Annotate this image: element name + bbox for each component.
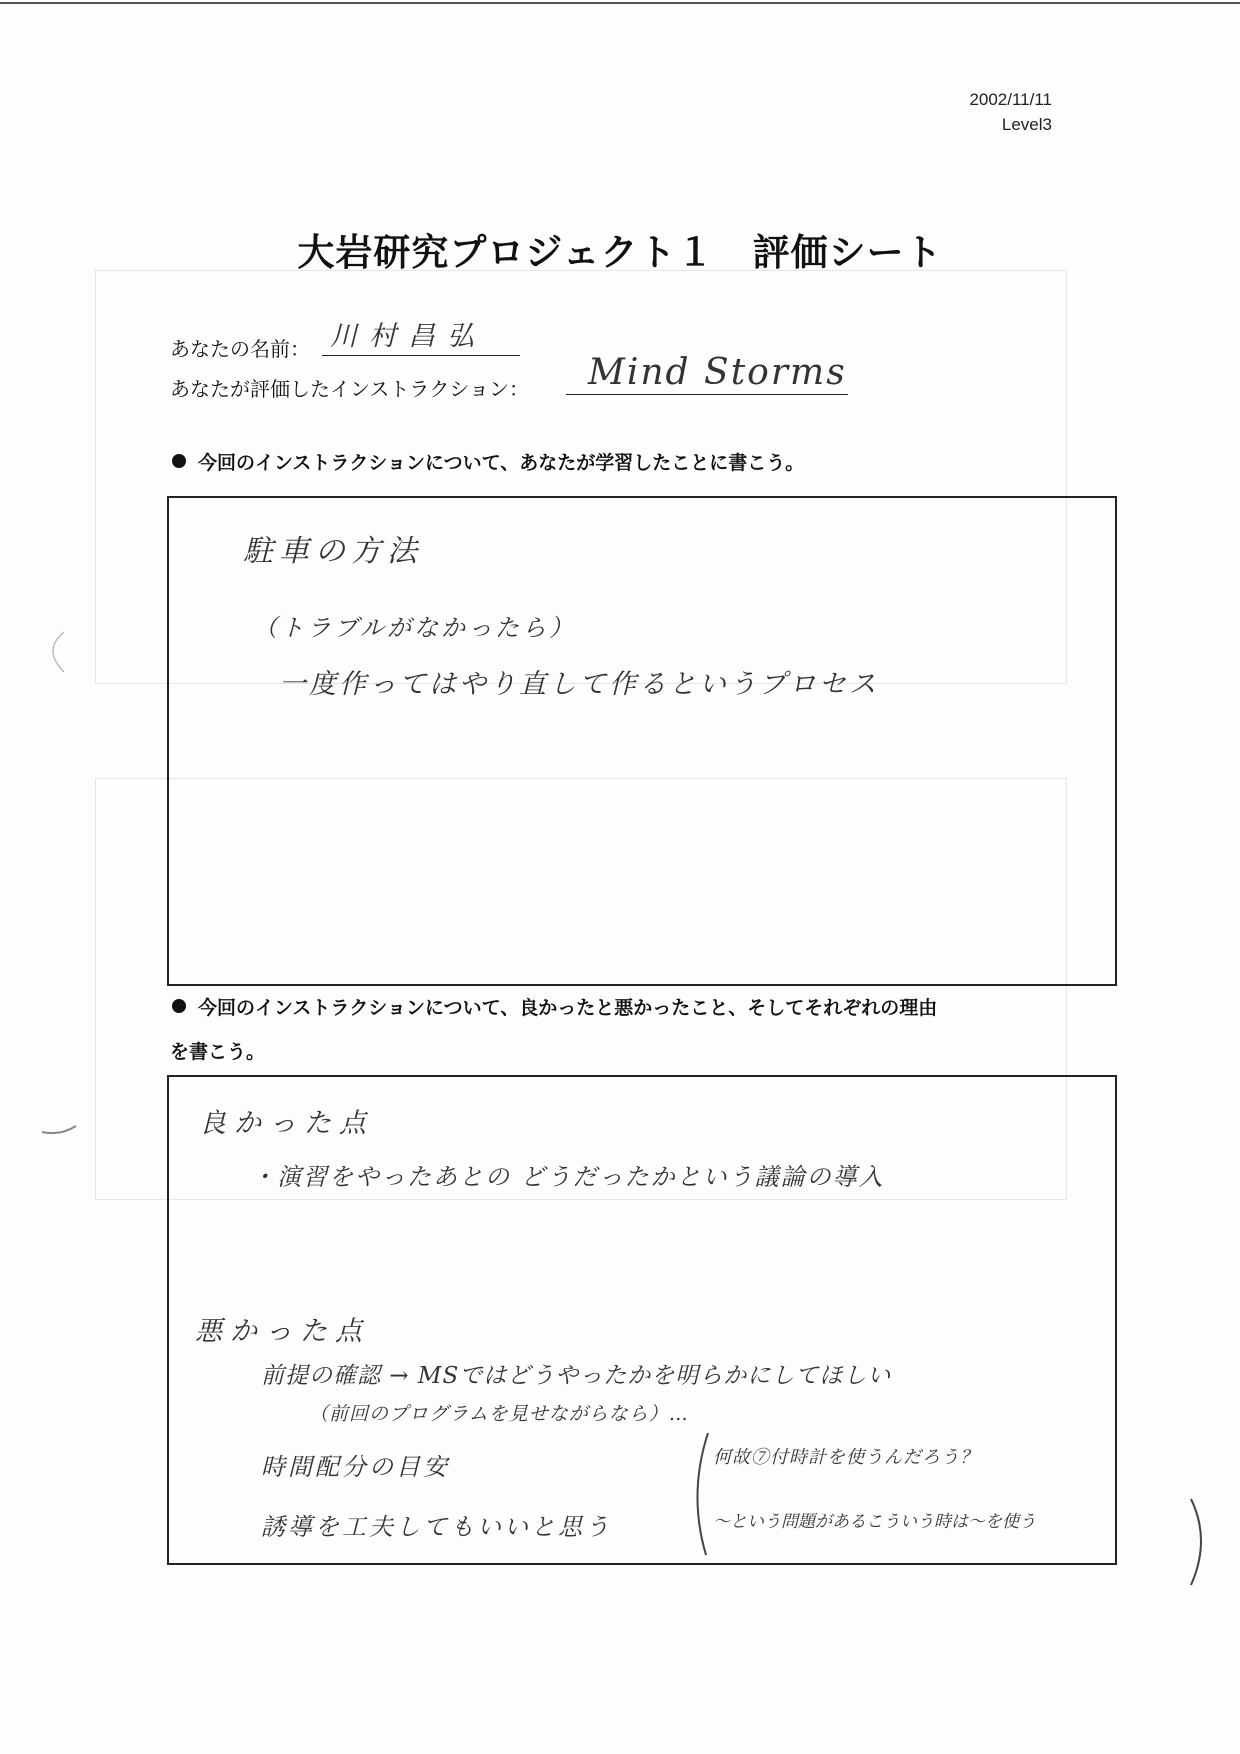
question1-text: 今回のインストラクションについて、あなたが学習したことに書こう。: [198, 452, 805, 474]
bad-item: 時間配分の目安: [261, 1453, 450, 1481]
open-bracket-icon: [684, 1429, 714, 1559]
bad-item: 前提の確認 → MSではどうやったかを明らかにしてほしい: [261, 1363, 892, 1389]
question2-text-line1: 今回のインストラクションについて、良かったと悪かったこと、そしてそれぞれの理由: [198, 997, 938, 1019]
bad-item: （前回のプログラムを見せながらなら）…: [309, 1403, 689, 1425]
bullet-icon: [172, 454, 186, 468]
instruction-field: [566, 352, 848, 395]
good-item: ・演習をやったあとの どうだったかという議論の導入: [251, 1163, 885, 1191]
name-field: [322, 321, 520, 356]
answer-line: 一度作ってはやり直して作るというプロセス: [279, 669, 879, 700]
question2-prompt: [172, 993, 937, 1020]
bad-item: 誘導を工夫してもいいと思う: [261, 1513, 612, 1541]
margin-mark: [40, 1120, 80, 1140]
name-value: 川村昌弘: [330, 321, 486, 352]
bracket-note-line2: ～という問題があるこういう時は～を使う: [713, 1512, 1036, 1532]
good-heading: 良かった点: [199, 1108, 374, 1139]
bad-heading: 悪かった点: [195, 1316, 370, 1347]
bullet-icon: [172, 999, 186, 1013]
bracket-note-line1: 何故⑦付時計を使うんだろう？: [713, 1447, 979, 1468]
question2-text-line2: を書こう。: [170, 1041, 266, 1063]
answer-box-1: [167, 496, 1117, 986]
answer-line: （トラブルがなかったら）: [253, 614, 577, 642]
answer-box-2: [167, 1075, 1117, 1565]
level-text: Level3: [1001, 115, 1052, 134]
answer-line: 駐車の方法: [243, 534, 423, 569]
instruction-label: あなたが評価したインストラクション：: [170, 377, 529, 401]
date-text: 2002/11/11: [969, 90, 1052, 109]
name-label: あなたの名前：: [170, 337, 310, 361]
margin-mark: [40, 630, 70, 675]
close-bracket-icon: [1185, 1495, 1215, 1590]
instruction-value: Mind Storms: [588, 352, 847, 393]
page-title: 大岩研究プロジェクト１ 評価シート: [297, 231, 943, 274]
top-edge-line: [0, 2, 1240, 4]
question1-prompt: [172, 448, 804, 475]
